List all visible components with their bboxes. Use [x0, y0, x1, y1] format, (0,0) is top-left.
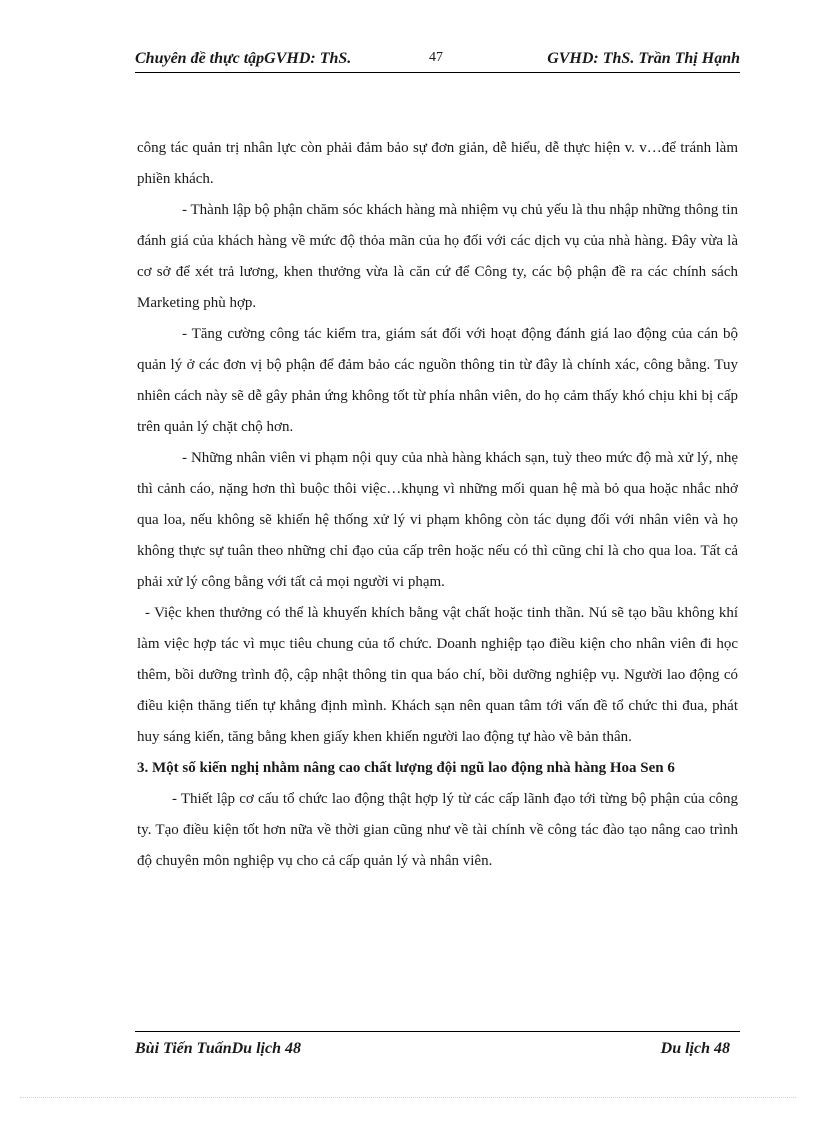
paragraph-inspection: - Tăng cường công tác kiểm tra, giám sát đối với hoạt động đánh giá lao động của cán bộ quản lý ở các đơn vị bộ phận để đảm bảo các nguồn thông tin từ đây là chính xác, công bằng. Tuy nhiên cách này sẽ dễ gây phản ứng không tốt từ phía nhân viên, do họ cảm thấy khó chịu khi bị cấp trên quản lý chặt chộ hơn.: [137, 326, 738, 435]
section-heading: 3. Một số kiến nghị nhằm nâng cao chất lượng đội ngũ lao động nhà hàng Hoa Sen 6: [137, 760, 675, 776]
paragraph-violations: - Những nhân viên vi phạm nội quy của nhà hàng khách sạn, tuỳ theo mức độ mà xử lý, nhẹ thì cảnh cáo, nặng hơn thì buộc thôi việc…khụng vì những mối quan hệ mà bỏ qua hoặc nhắc nhở qua loa, nếu không sẽ khiến hệ thống xử lý vi phạm không còn tác dụng đối với nhân viên và họ không thực sự tuân theo những chỉ đạo của cấp trên hoặc nếu có thì cũng chỉ là cho qua loa. Tất cả phải xử lý công bằng với tất cả mọi người vi phạm.: [137, 450, 738, 590]
header-right-text: GVHD: ThS. Trần Thị Hạnh: [547, 50, 740, 67]
page-footer: [135, 1031, 740, 1062]
header-left-text: Chuyên đề thực tậpGVHD: ThS.: [135, 50, 352, 67]
page-number: 47: [429, 50, 443, 65]
paragraph-continuation: công tác quản trị nhân lực còn phải đảm bảo sự đơn giản, dễ hiểu, dễ thực hiện v. v…để tránh làm phiền khách.: [137, 140, 738, 187]
paragraph-organization: - Thiết lập cơ cấu tổ chức lao động thật hợp lý từ các cấp lãnh đạo tới từng bộ phận của công ty. Tạo điều kiện tốt hơn nữa về thời gian cũng như về tài chính về công tác đào tạo nâng cao trình độ chuyên môn nghiệp vụ cho cả cấp quản lý và nhân viên.: [137, 791, 738, 869]
document-body: [137, 133, 738, 877]
paragraph-rewards: - Việc khen thưởng có thể là khuyến khích bằng vật chất hoặc tinh thần. Nú sẽ tạo bầu không khí làm việc hợp tác vì mục tiêu chung của tổ chức. Doanh nghiệp tạo điều kiện cho nhân viên đi học thêm, bồi dưỡng trình độ, cập nhật thông tin qua báo chí, bồi dưỡng nghiệp vụ. Người lao động có điều kiện thăng tiến tự khẳng định mình. Khách sạn nên quan tâm tới vấn đề tổ chức thi đua, phát huy sáng kiến, tăng bằng khen giấy khen khiến người lao động tự hào về bản thân.: [137, 605, 738, 745]
page-header: [135, 44, 740, 73]
footer-right-text: Du lịch 48: [660, 1040, 730, 1057]
page-bottom-divider: [20, 1097, 796, 1098]
footer-left-text: Bùi Tiến TuấnDu lịch 48: [135, 1040, 301, 1057]
paragraph-customer-care: - Thành lập bộ phận chăm sóc khách hàng mà nhiệm vụ chủ yếu là thu nhập những thông tin đánh giá của khách hàng về mức độ thỏa mãn của họ đối với các dịch vụ của nhà hàng. Đây vừa là cơ sở để xét trả lương, khen thưởng vừa là căn cứ để Công ty, các bộ phận đề ra các chính sách Marketing phù hợp.: [137, 202, 738, 311]
